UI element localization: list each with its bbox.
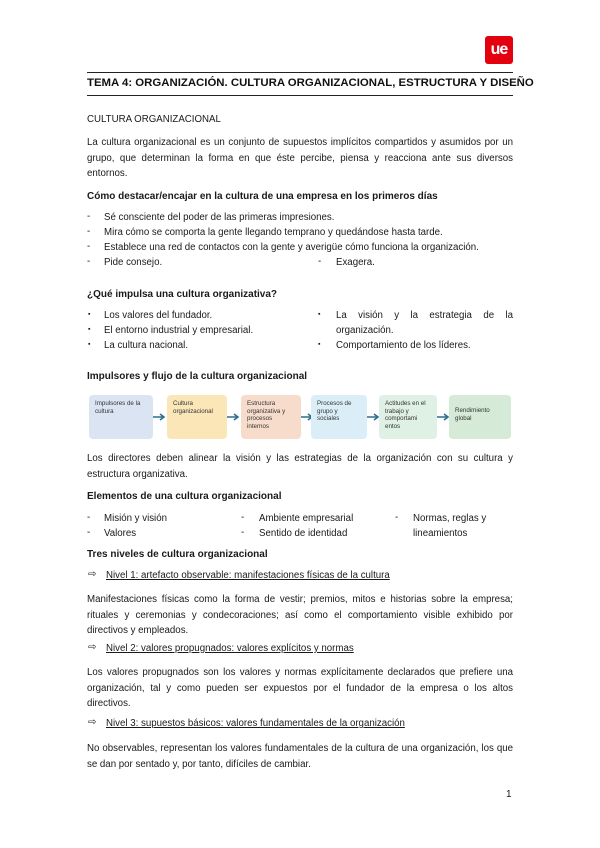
arrow-right-icon [227,412,241,422]
list-item: Misión y visión [104,513,167,524]
list-item-continuation: organización. [336,325,394,336]
level-2-text: Los valores propugnados son los valores y normas explícitamente declarados que prefiere una organización, tal y como pueden ser expuestos por el fundador de la empresa o los altos directivos. [87,667,513,709]
list-marker: - [87,211,91,222]
list-item: Establece una red de contactos con la gente y averigüe cómo funciona la organización. [104,242,479,253]
flow-box-culture: Cultura organizacional [167,395,227,439]
stand-out-heading: Cómo destacar/encajar en la cultura de una empresa en los primeros días [87,191,438,202]
list-item: Comportamiento de los líderes. [336,340,471,351]
list-item: Sentido de identidad [259,528,348,539]
bullet-marker: ▪ [88,311,91,318]
list-marker: - [395,512,399,523]
level-2-title: Nivel 2: valores propugnados: valores explícitos y normas [106,643,354,654]
flow-box-attitudes: Actitudes en el trabajo y comportami entos [379,395,437,439]
list-item-continuation: lineamientos [413,528,468,539]
list-item: Pide consejo. [104,257,163,268]
levels-heading: Tres niveles de cultura organizacional [87,549,268,560]
bullet-marker: ▪ [318,341,321,348]
list-item: Valores [104,528,137,539]
arrow-right-outline-icon: ⇨ [88,717,97,728]
list-item: Los valores del fundador. [104,310,213,321]
list-marker: - [87,226,91,237]
align-paragraph: Los directores deben alinear la visión y las estrategias de la organización con su cultura y estructura organizativa. [87,453,513,480]
list-marker: - [241,527,245,538]
culture-flow-diagram [87,391,514,443]
flow-heading: Impulsores y flujo de la cultura organizacional [87,371,308,382]
section-label: CULTURA ORGANIZACIONAL [87,114,221,125]
flow-box-structure: Estructura organizativa y procesos internos [241,395,301,439]
list-item: La visión y la estrategia de la [336,310,513,321]
arrow-right-outline-icon: ⇨ [88,642,97,653]
elements-heading: Elementos de una cultura organizacional [87,491,282,502]
bullet-marker: ▪ [88,341,91,348]
list-item: El entorno industrial y empresarial. [104,325,254,336]
page-number: 1 [506,789,512,800]
list-item: Ambiente empresarial [259,513,354,524]
arrow-right-icon [153,412,167,422]
list-item: Normas, reglas y [413,513,487,524]
list-marker: - [87,256,91,267]
flow-box-performance: Rendimiento global [449,395,511,439]
arrow-right-outline-icon: ⇨ [88,569,97,580]
title-bottom-rule [87,95,513,96]
list-marker: - [87,241,91,252]
page-title: TEMA 4: ORGANIZACIÓN. CULTURA ORGANIZACIONAL, ESTRUCTURA Y DISEÑO [87,77,534,89]
level-3-title: Nivel 3: supuestos básicos: valores fundamentales de la organización [106,718,405,729]
bullet-marker: ▪ [318,311,321,318]
list-marker: - [241,512,245,523]
list-marker: - [87,512,91,523]
flow-box-drivers: Impulsores de la cultura [89,395,153,439]
list-marker: - [87,527,91,538]
drivers-heading: ¿Qué impulsa una cultura organizativa? [87,289,278,300]
list-item: Sé consciente del poder de las primeras impresiones. [104,212,335,223]
list-marker: - [318,256,322,267]
level-1-text: Manifestaciones físicas como la forma de vestir; premios, mitos e historias sobre la empresa; rituales y ceremonias y condecoraciones; así como el comportamiento visible exhibido por directivos y empleados. [87,594,513,636]
title-top-rule [87,72,513,73]
definition-paragraph: La cultura organizacional es un conjunto de supuestos implícitos compartidos y asumidos por un grupo, que determinan la forma en que éste percibe, piensa y reacciona ante sus diversos entornos. [87,137,513,179]
flow-box-group-processes: Procesos de grupo y sociales [311,395,367,439]
ue-logo: ue [485,36,513,64]
level-3-text: No observables, representan los valores fundamentales de la cultura de una organización, los que se dan por sentado y, por tanto, difíciles de cambiar. [87,743,513,770]
level-1-title: Nivel 1: artefacto observable: manifestaciones físicas de la cultura [106,570,390,581]
list-item: La cultura nacional. [104,340,189,351]
list-item: Exagera. [336,257,375,268]
bullet-marker: ▪ [88,326,91,333]
list-item: Mira cómo se comporta la gente llegando temprano y quedándose hasta tarde. [104,227,443,238]
